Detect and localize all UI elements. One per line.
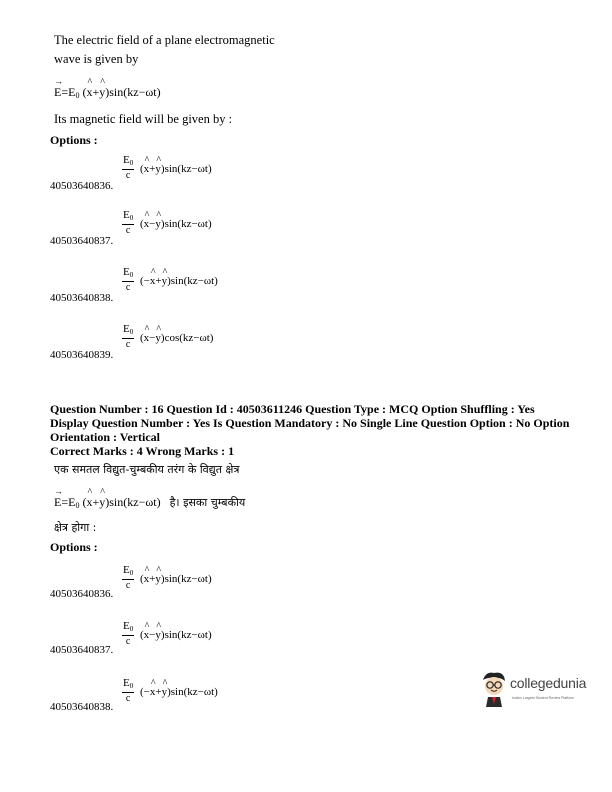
meta-line1: Question Number : 16 Question Id : 40503611246 Question Type : MCQ Option Shuffling : Yes	[50, 402, 535, 416]
option-fraction: $\frac{E0}{c}$	[123, 620, 134, 647]
hindi-question-line3: क्षेत्र होगा :	[54, 521, 97, 534]
option-fraction: $\frac{E0}{c}$	[123, 209, 134, 236]
option-fraction: $\frac{E0}{c}$	[123, 266, 134, 293]
option-id: 40503640837.	[50, 644, 114, 656]
option-id: 40503640838.	[50, 701, 114, 713]
option-fraction: $\frac{E0}{c}$	[123, 154, 134, 181]
meta-line3: Orientation : Vertical	[50, 430, 160, 444]
option-id: 40503640837.	[50, 235, 114, 247]
question-text-line2: wave is given by	[54, 52, 139, 66]
student-mascot-icon	[478, 669, 510, 709]
option-expression: (^ x+^ y)sin(kz−ωt)	[140, 573, 212, 585]
option-expression: (^ x−^ y)sin(kz−ωt)	[140, 629, 212, 641]
option-fraction: $\frac{E0}{c}$	[123, 564, 134, 591]
meta-line2: Display Question Number : Yes Is Question Mandatory : No Single Line Question Option : No Option	[50, 416, 570, 430]
option-fraction: $\frac{E0}{c}$	[123, 323, 134, 350]
option-id: 40503640839.	[50, 349, 114, 361]
option-expression: (^ x−^ y)sin(kz−ωt)	[140, 218, 212, 230]
option-id: 40503640838.	[50, 292, 114, 304]
meta-line4: Correct Marks : 4 Wrong Marks : 1	[50, 444, 235, 458]
option-expression: (^ x−^ y)cos(kz−ωt)	[140, 332, 213, 344]
option-id: 40503640836.	[50, 180, 114, 192]
option-expression: (−^ x+^ y)sin(kz−ωt)	[140, 275, 218, 287]
hindi-question-line2: है। इसका चुम्बकीय	[169, 496, 246, 509]
options-label: Options :	[50, 133, 98, 147]
electric-field-equation: → E=E0 (^ x+^ y)sin(kz−ωt)	[54, 85, 161, 100]
electric-field-equation-hindi: → E=E0 (^ x+^ y)sin(kz−ωt) है। इसका चुम्बकीय	[54, 495, 245, 510]
option-fraction: $\frac{E0}{c}$	[123, 677, 134, 704]
question-text-line3: Its magnetic field will be given by :	[54, 112, 233, 126]
collegedunia-logo	[478, 669, 598, 719]
logo-name: collegedunia	[510, 675, 587, 691]
hindi-question-line1: एक समतल विद्युत-चुम्बकीय तरंग के विद्युत क्षेत्र	[54, 463, 240, 476]
logo-tagline: India's Largest Student Review Platform	[512, 696, 575, 700]
option-expression: (−^ x+^ y)sin(kz−ωt)	[140, 686, 218, 698]
question-text-line1: The electric field of a plane electromagnetic	[54, 33, 275, 47]
options-label-hindi: Options :	[50, 540, 98, 554]
option-expression: (^ x+^ y)sin(kz−ωt)	[140, 163, 212, 175]
option-id: 40503640836.	[50, 588, 114, 600]
